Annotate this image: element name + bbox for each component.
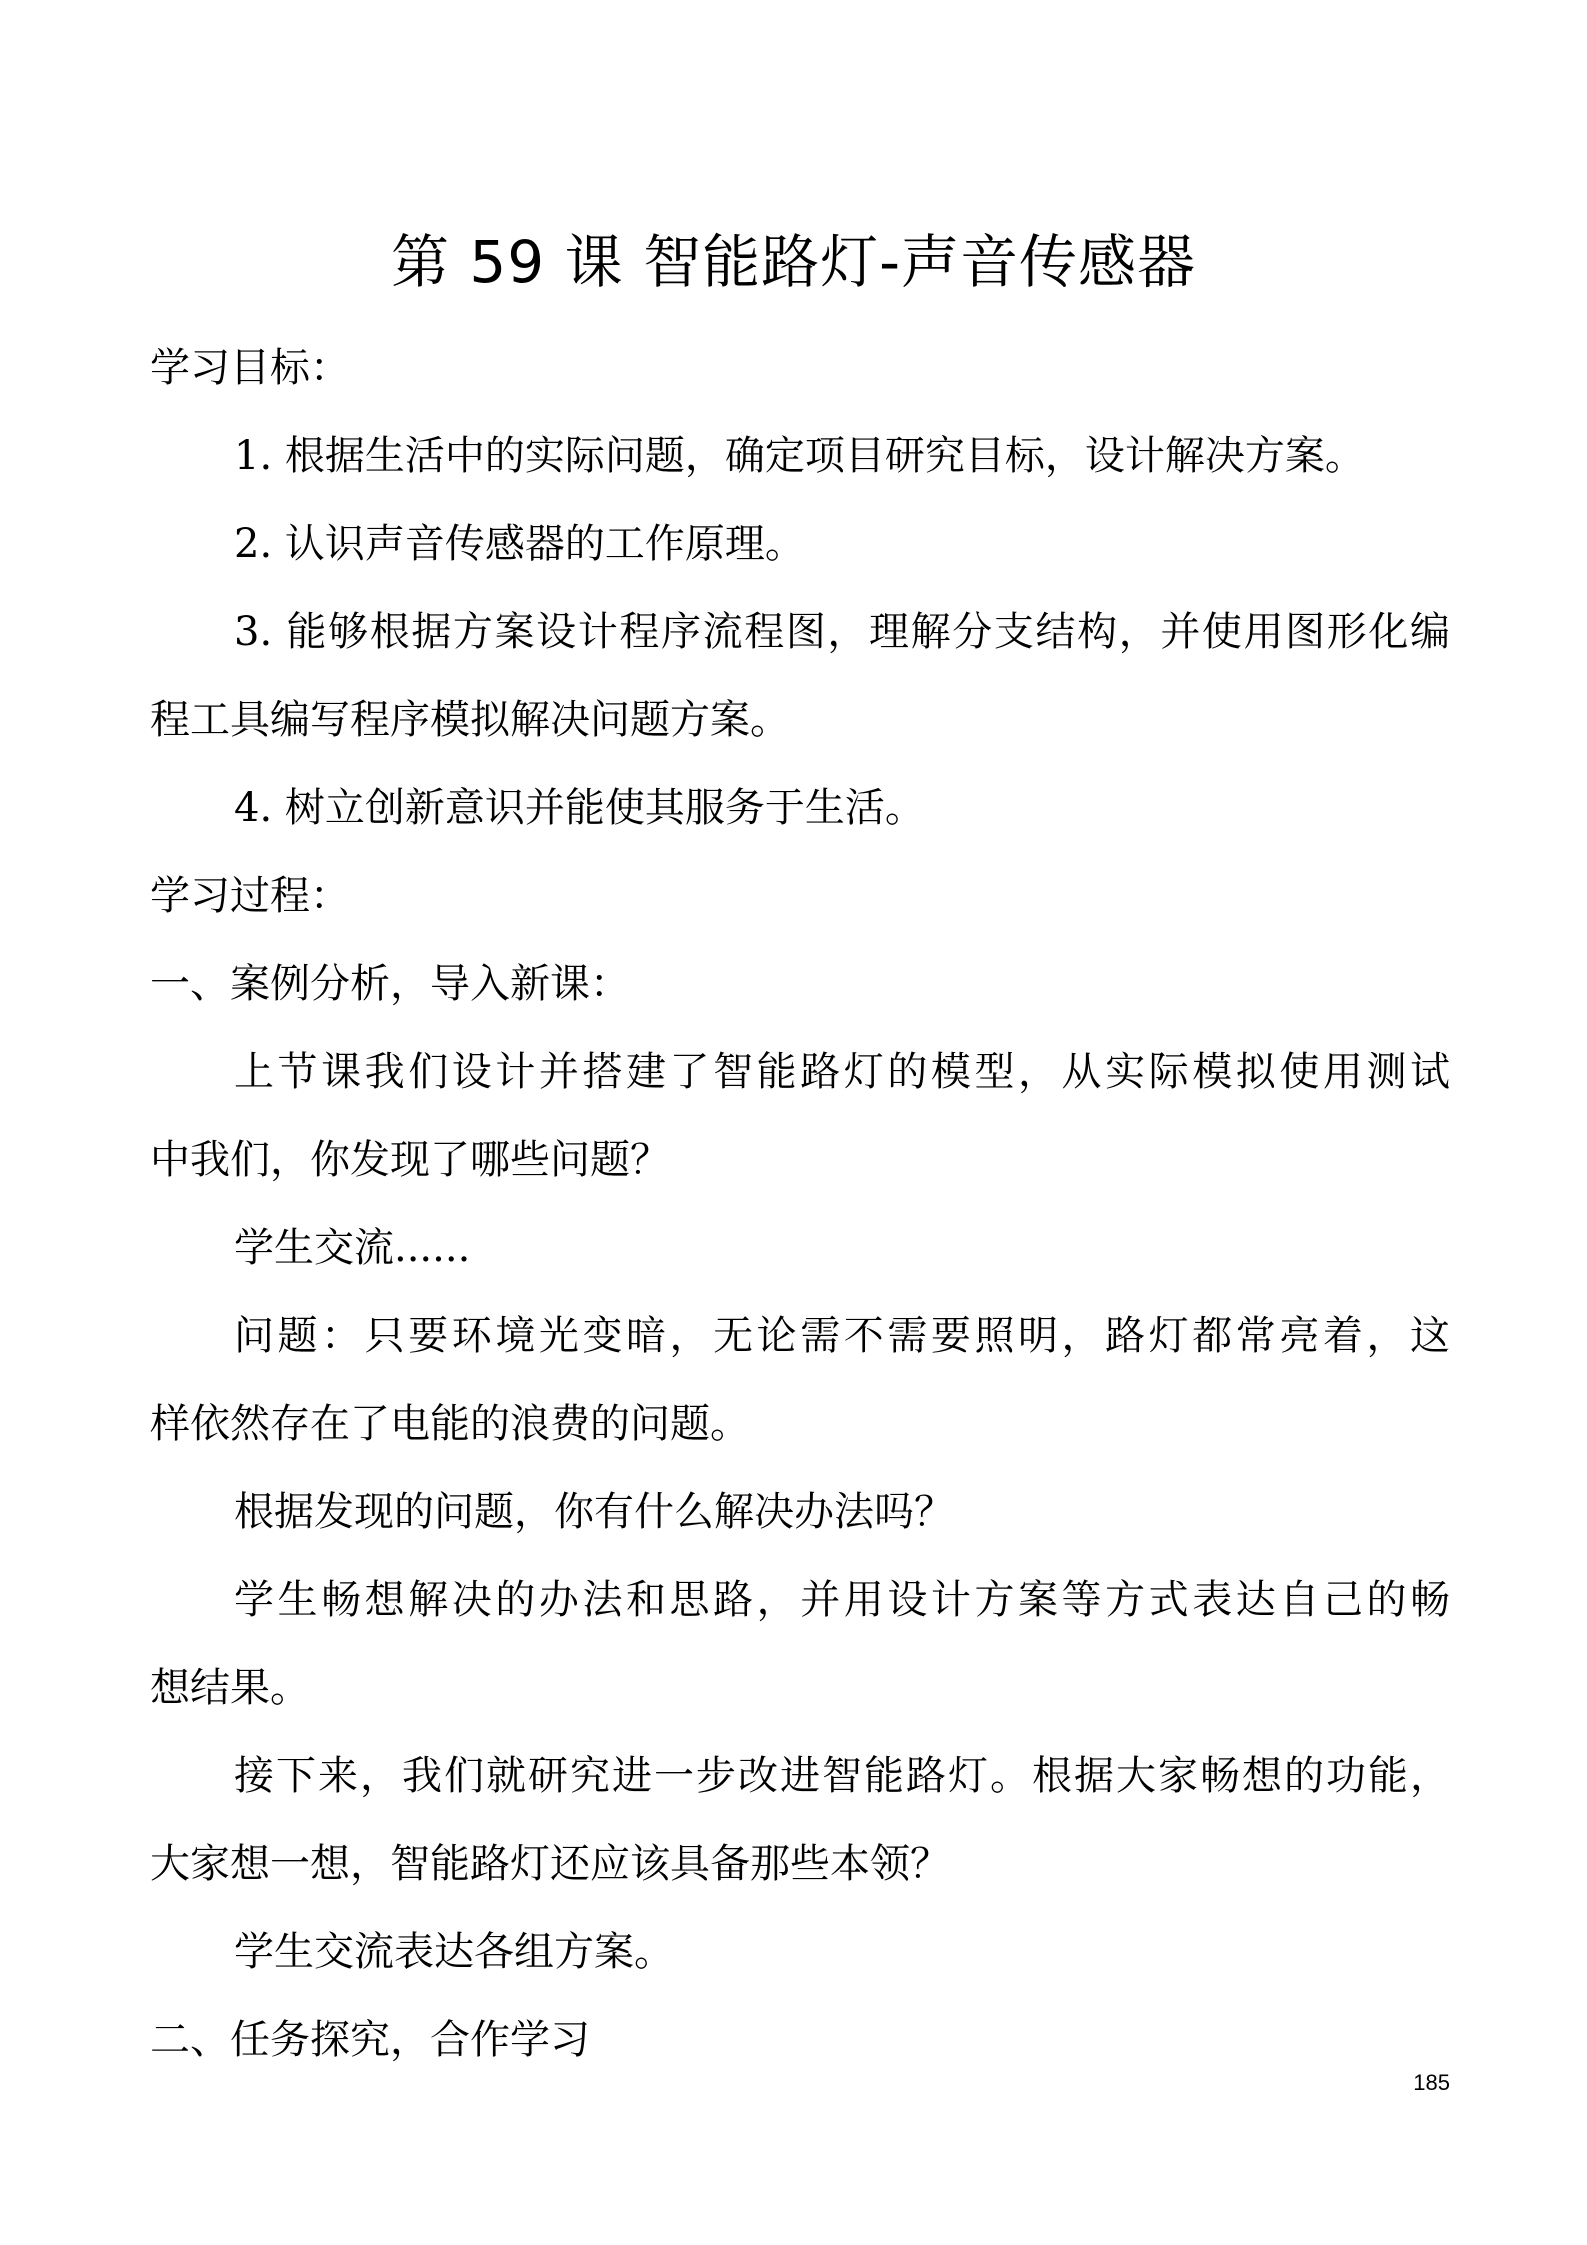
objective-item: 1. 根据生活中的实际问题，确定项目研究目标，设计解决方案。 <box>234 433 1365 479</box>
paragraph-line: 根据发现的问题，你有什么解决办法吗？ <box>234 1489 954 1535</box>
objective-item: 4. 树立创新意识并能使其服务于生活。 <box>234 785 925 831</box>
page-title: 第 59 课 智能路灯-声音传感器 <box>390 228 1197 296</box>
paragraph-line: 接下来，我们就研究进一步改进智能路灯。根据大家畅想的功能， <box>234 1753 1450 1799</box>
page-number: 185 <box>1413 2070 1450 2095</box>
objective-item: 2. 认识声音传感器的工作原理。 <box>234 521 805 567</box>
paragraph-line: 学生交流...... <box>234 1225 471 1271</box>
paragraph-line: 大家想一想，智能路灯还应该具备那些本领？ <box>150 1841 950 1887</box>
section-heading: 二、任务探究，合作学习 <box>150 2017 590 2063</box>
section-heading: 一、案例分析，导入新课： <box>150 961 630 1007</box>
paragraph-line: 学生交流表达各组方案。 <box>234 1929 674 1975</box>
paragraph-line: 上节课我们设计并搭建了智能路灯的模型，从实际模拟使用测试 <box>234 1049 1450 1095</box>
paragraph-line: 学生畅想解决的办法和思路，并用设计方案等方式表达自己的畅 <box>234 1577 1450 1623</box>
paragraph-line: 中我们，你发现了哪些问题？ <box>150 1137 670 1183</box>
process-heading: 学习过程： <box>150 873 350 919</box>
objective-item-continuation: 程工具编写程序模拟解决问题方案。 <box>150 697 790 743</box>
paragraph-line: 想结果。 <box>150 1665 310 1711</box>
objectives-heading: 学习目标： <box>150 345 350 391</box>
paragraph-line: 样依然存在了电能的浪费的问题。 <box>150 1401 750 1447</box>
objective-item: 3. 能够根据方案设计程序流程图，理解分支结构，并使用图形化编 <box>234 609 1450 655</box>
paragraph-line: 问题：只要环境光变暗，无论需不需要照明，路灯都常亮着，这 <box>234 1313 1450 1359</box>
